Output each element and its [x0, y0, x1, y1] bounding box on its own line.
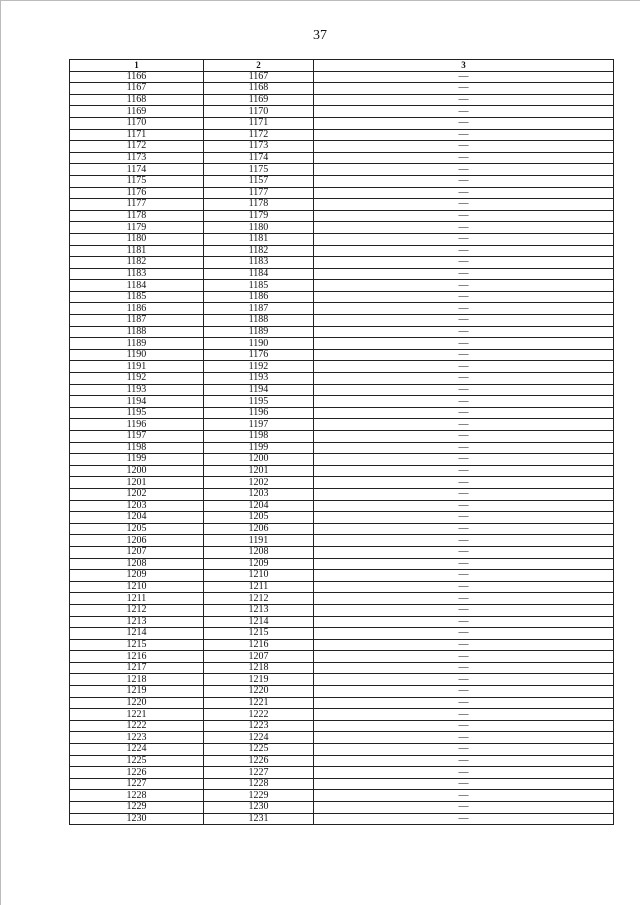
table-cell: 1185	[204, 280, 314, 292]
table-cell: —	[314, 581, 614, 593]
table-row	[70, 500, 614, 512]
table-cell: —	[314, 419, 614, 431]
table-row	[70, 697, 614, 709]
table-cell: 1220	[204, 686, 314, 698]
table-cell: 1226	[204, 755, 314, 767]
table-row	[70, 570, 614, 582]
table-cell: 1172	[70, 141, 204, 153]
table-row	[70, 778, 614, 790]
table-row	[70, 720, 614, 732]
page-number: 37	[313, 28, 327, 43]
table-row	[70, 802, 614, 814]
table-cell: 1218	[204, 662, 314, 674]
column-header: 1	[70, 60, 204, 72]
table-row	[70, 303, 614, 315]
table-row	[70, 674, 614, 686]
table-cell: 1193	[70, 384, 204, 396]
table-row	[70, 210, 614, 222]
table-cell: 1218	[70, 674, 204, 686]
table-cell: 1182	[70, 257, 204, 269]
table-row	[70, 744, 614, 756]
table-cell: 1214	[204, 616, 314, 628]
table-cell: 1177	[70, 199, 204, 211]
table-cell: 1172	[204, 129, 314, 141]
table-cell: 1228	[70, 790, 204, 802]
table-cell: 1198	[204, 431, 314, 443]
table-row	[70, 407, 614, 419]
table-cell: 1194	[204, 384, 314, 396]
table-cell: 1191	[204, 535, 314, 547]
table-cell: —	[314, 210, 614, 222]
table-cell: 1219	[70, 686, 204, 698]
table-cell: —	[314, 245, 614, 257]
table-cell: 1167	[70, 83, 204, 95]
table-row	[70, 767, 614, 779]
table-cell: —	[314, 291, 614, 303]
table-cell: —	[314, 338, 614, 350]
table-cell: —	[314, 326, 614, 338]
table-cell: 1222	[204, 709, 314, 721]
table-cell: 1175	[204, 164, 314, 176]
table-cell: 1186	[70, 303, 204, 315]
table-cell: —	[314, 709, 614, 721]
table-cell: —	[314, 477, 614, 489]
column-header: 2	[204, 60, 314, 72]
table-cell: —	[314, 465, 614, 477]
table-cell: 1183	[204, 257, 314, 269]
table-cell: —	[314, 83, 614, 95]
table-cell: 1170	[70, 117, 204, 129]
table-cell: —	[314, 349, 614, 361]
table-cell: 1212	[204, 593, 314, 605]
table-cell: 1198	[70, 442, 204, 454]
table-row	[70, 117, 614, 129]
table-cell: 1207	[204, 651, 314, 663]
table-row	[70, 523, 614, 535]
table-cell: 1213	[204, 604, 314, 616]
table-cell: 1224	[204, 732, 314, 744]
table-cell: 1173	[204, 141, 314, 153]
table-cell: —	[314, 152, 614, 164]
table-cell: 1202	[204, 477, 314, 489]
table-cell: —	[314, 407, 614, 419]
table-row	[70, 245, 614, 257]
table-row	[70, 755, 614, 767]
table-cell: —	[314, 233, 614, 245]
table-cell: 1216	[70, 651, 204, 663]
table-cell: —	[314, 187, 614, 199]
table-row	[70, 233, 614, 245]
table-cell: 1219	[204, 674, 314, 686]
table-cell: 1199	[70, 454, 204, 466]
table-row	[70, 419, 614, 431]
table-cell: 1179	[70, 222, 204, 234]
table-row	[70, 71, 614, 83]
table-cell: —	[314, 303, 614, 315]
table-cell: —	[314, 222, 614, 234]
table-cell: —	[314, 523, 614, 535]
table-cell: 1224	[70, 744, 204, 756]
table-row	[70, 593, 614, 605]
table-row	[70, 639, 614, 651]
table-row	[70, 164, 614, 176]
table-row	[70, 732, 614, 744]
table-row	[70, 338, 614, 350]
table-cell: 1184	[70, 280, 204, 292]
table-row	[70, 222, 614, 234]
table-row	[70, 651, 614, 663]
table-cell: 1168	[204, 83, 314, 95]
table-cell: 1180	[204, 222, 314, 234]
table-cell: 1208	[204, 546, 314, 558]
table-cell: —	[314, 662, 614, 674]
table-cell: —	[314, 361, 614, 373]
table-cell: —	[314, 616, 614, 628]
table-cell: 1227	[70, 778, 204, 790]
table-cell: —	[314, 593, 614, 605]
table-cell: 1228	[204, 778, 314, 790]
table-cell: 1197	[70, 431, 204, 443]
table-row	[70, 686, 614, 698]
table-row	[70, 373, 614, 385]
table-cell: 1168	[70, 94, 204, 106]
table-cell: 1211	[70, 593, 204, 605]
table-row	[70, 488, 614, 500]
table-cell: —	[314, 129, 614, 141]
table-header-row	[70, 60, 614, 72]
table-row	[70, 790, 614, 802]
table-cell: —	[314, 164, 614, 176]
table-cell: 1169	[70, 106, 204, 118]
table-row	[70, 616, 614, 628]
table-cell: 1227	[204, 767, 314, 779]
table-cell: 1189	[204, 326, 314, 338]
table-cell: —	[314, 175, 614, 187]
table-cell: 1199	[204, 442, 314, 454]
table-cell: —	[314, 732, 614, 744]
table-cell: 1207	[70, 546, 204, 558]
table-row	[70, 83, 614, 95]
table-cell: 1211	[204, 581, 314, 593]
table-cell: 1190	[204, 338, 314, 350]
table-cell: —	[314, 117, 614, 129]
table-cell: 1200	[70, 465, 204, 477]
column-header: 3	[314, 60, 614, 72]
table-cell: —	[314, 813, 614, 825]
scan-edge-mark	[0, 0, 1, 905]
table-row	[70, 477, 614, 489]
table-cell: 1196	[204, 407, 314, 419]
table-row	[70, 384, 614, 396]
table-cell: 1208	[70, 558, 204, 570]
table-cell: 1203	[204, 488, 314, 500]
table-cell: —	[314, 71, 614, 83]
table-cell: —	[314, 651, 614, 663]
table-cell: 1184	[204, 268, 314, 280]
table-row	[70, 268, 614, 280]
table-row	[70, 291, 614, 303]
table-cell: 1183	[70, 268, 204, 280]
table-cell: 1212	[70, 604, 204, 616]
table-cell: —	[314, 767, 614, 779]
table-cell: —	[314, 546, 614, 558]
table-cell: 1157	[204, 175, 314, 187]
table-cell: 1225	[70, 755, 204, 767]
table-cell: 1210	[204, 570, 314, 582]
table-cell: —	[314, 535, 614, 547]
table-row	[70, 558, 614, 570]
table-cell: 1178	[70, 210, 204, 222]
table-cell: 1189	[70, 338, 204, 350]
table-cell: —	[314, 674, 614, 686]
table-cell: —	[314, 431, 614, 443]
data-table	[69, 59, 614, 825]
table-cell: 1201	[70, 477, 204, 489]
table-cell: 1188	[204, 315, 314, 327]
table-cell: 1229	[70, 802, 204, 814]
table-row	[70, 199, 614, 211]
table-cell: —	[314, 697, 614, 709]
table-cell: 1193	[204, 373, 314, 385]
table-cell: 1215	[70, 639, 204, 651]
table-cell: 1204	[70, 512, 204, 524]
table-cell: 1210	[70, 581, 204, 593]
table-cell: —	[314, 373, 614, 385]
table-cell: 1175	[70, 175, 204, 187]
table-cell: —	[314, 558, 614, 570]
table-body	[70, 71, 614, 825]
table-cell: 1230	[204, 802, 314, 814]
table-cell: 1225	[204, 744, 314, 756]
table-cell: —	[314, 384, 614, 396]
table-cell: 1223	[204, 720, 314, 732]
table-cell: 1214	[70, 628, 204, 640]
table-row	[70, 454, 614, 466]
table-cell: 1194	[70, 396, 204, 408]
table-row	[70, 662, 614, 674]
table-cell: —	[314, 268, 614, 280]
table-cell: 1185	[70, 291, 204, 303]
table-cell: 1226	[70, 767, 204, 779]
table-cell: 1192	[70, 373, 204, 385]
table-cell: 1223	[70, 732, 204, 744]
table-row	[70, 94, 614, 106]
table-row	[70, 535, 614, 547]
table-row	[70, 512, 614, 524]
table-cell: 1204	[204, 500, 314, 512]
table-cell: —	[314, 628, 614, 640]
table-cell: 1196	[70, 419, 204, 431]
table-cell: —	[314, 454, 614, 466]
table-cell: 1229	[204, 790, 314, 802]
table-cell: —	[314, 106, 614, 118]
table-cell: 1216	[204, 639, 314, 651]
table-cell: 1167	[204, 71, 314, 83]
table-cell: 1166	[70, 71, 204, 83]
table-row	[70, 361, 614, 373]
table-cell: 1217	[70, 662, 204, 674]
table-cell: 1201	[204, 465, 314, 477]
table-cell: —	[314, 604, 614, 616]
table-cell: 1203	[70, 500, 204, 512]
scan-edge-mark	[0, 0, 640, 1]
table-cell: —	[314, 500, 614, 512]
table-cell: 1206	[204, 523, 314, 535]
table-row	[70, 141, 614, 153]
table-cell: —	[314, 488, 614, 500]
table-cell: —	[314, 778, 614, 790]
table-cell: —	[314, 720, 614, 732]
table-cell: —	[314, 94, 614, 106]
table-row	[70, 129, 614, 141]
table-row	[70, 709, 614, 721]
table-row	[70, 546, 614, 558]
table-cell: 1205	[70, 523, 204, 535]
table-cell: 1221	[204, 697, 314, 709]
table-row	[70, 431, 614, 443]
table-cell: 1213	[70, 616, 204, 628]
table-cell: —	[314, 686, 614, 698]
table-cell: —	[314, 141, 614, 153]
table-cell: 1230	[70, 813, 204, 825]
table-cell: 1231	[204, 813, 314, 825]
table-cell: —	[314, 790, 614, 802]
table-row	[70, 280, 614, 292]
table-cell: —	[314, 755, 614, 767]
table-row	[70, 187, 614, 199]
table-row	[70, 396, 614, 408]
table-cell: 1169	[204, 94, 314, 106]
table-cell: 1197	[204, 419, 314, 431]
table-row	[70, 152, 614, 164]
table-cell: 1171	[70, 129, 204, 141]
table-cell: 1191	[70, 361, 204, 373]
table-cell: 1186	[204, 291, 314, 303]
table-row	[70, 175, 614, 187]
table-cell: 1174	[70, 164, 204, 176]
table-cell: 1188	[70, 326, 204, 338]
table-cell: 1220	[70, 697, 204, 709]
table-cell: 1195	[204, 396, 314, 408]
table-cell: —	[314, 639, 614, 651]
table-cell: 1171	[204, 117, 314, 129]
table-cell: 1173	[70, 152, 204, 164]
table-cell: 1179	[204, 210, 314, 222]
table-cell: 1215	[204, 628, 314, 640]
table-row	[70, 326, 614, 338]
table-cell: —	[314, 396, 614, 408]
table-cell: —	[314, 744, 614, 756]
table-cell: —	[314, 199, 614, 211]
table-row	[70, 257, 614, 269]
table-cell: —	[314, 802, 614, 814]
table-cell: —	[314, 442, 614, 454]
table-cell: —	[314, 257, 614, 269]
table-cell: 1176	[70, 187, 204, 199]
table-cell: 1221	[70, 709, 204, 721]
table-cell: 1178	[204, 199, 314, 211]
table-cell: 1187	[70, 315, 204, 327]
table-row	[70, 349, 614, 361]
table-cell: —	[314, 570, 614, 582]
table-row	[70, 581, 614, 593]
table-row	[70, 442, 614, 454]
table-cell: 1192	[204, 361, 314, 373]
table-cell: 1170	[204, 106, 314, 118]
table-cell: 1177	[204, 187, 314, 199]
table-cell: 1202	[70, 488, 204, 500]
table-cell: 1222	[70, 720, 204, 732]
table-row	[70, 315, 614, 327]
table-row	[70, 813, 614, 825]
table-row	[70, 465, 614, 477]
table-cell: 1200	[204, 454, 314, 466]
table-cell: 1205	[204, 512, 314, 524]
table-cell: 1181	[204, 233, 314, 245]
table-row	[70, 604, 614, 616]
table-cell: 1176	[204, 349, 314, 361]
table-cell: 1209	[204, 558, 314, 570]
table-cell: 1206	[70, 535, 204, 547]
table-cell: —	[314, 280, 614, 292]
table-cell: 1190	[70, 349, 204, 361]
table-cell: 1195	[70, 407, 204, 419]
table-cell: 1209	[70, 570, 204, 582]
table-cell: 1180	[70, 233, 204, 245]
table-cell: —	[314, 315, 614, 327]
table-cell: 1182	[204, 245, 314, 257]
table-cell: —	[314, 512, 614, 524]
table-cell: 1181	[70, 245, 204, 257]
table-cell: 1187	[204, 303, 314, 315]
table-row	[70, 628, 614, 640]
table-cell: 1174	[204, 152, 314, 164]
table-row	[70, 106, 614, 118]
